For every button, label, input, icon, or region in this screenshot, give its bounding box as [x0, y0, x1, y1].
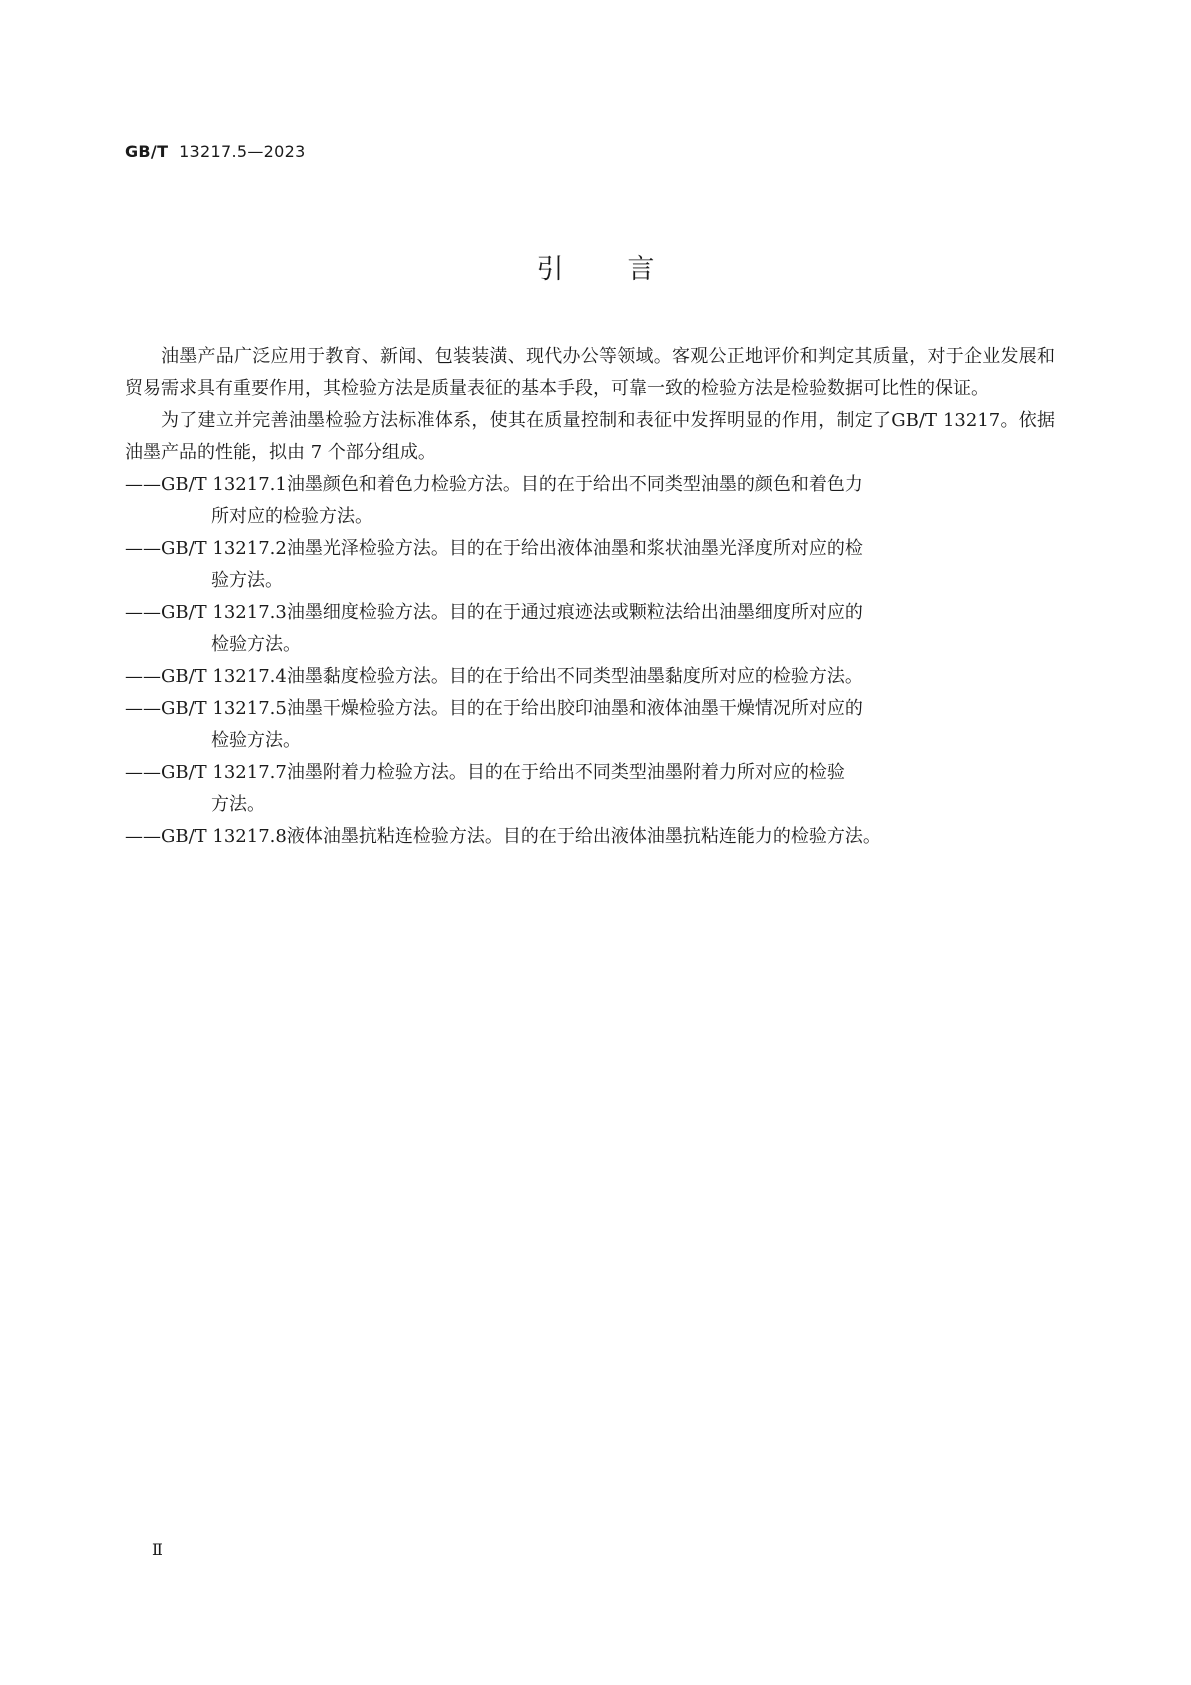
paragraph: 为了建立并完善油墨检验方法标准体系，使其在质量控制和表征中发挥明显的作用，制定了GB/T 13217。依据油墨产品的性能，拟由 7 个部分组成。: [125, 410, 1055, 463]
item-text-continued: 所对应的检验方法。: [211, 506, 373, 527]
header-std-number: 13217.5—2023: [179, 142, 306, 161]
item-text-continued: 验方法。: [211, 570, 283, 591]
page-title: 引言: [536, 254, 719, 285]
item-standard-number: GB/T 13217.2: [161, 538, 287, 559]
item-dash: ——: [125, 762, 161, 783]
item-standard-number: GB/T 13217.5: [161, 698, 287, 719]
item-text: 油墨干燥检验方法。目的在于给出胶印油墨和液体油墨干燥情况所对应的: [286, 698, 863, 719]
item-text-continued: 检验方法。: [211, 730, 301, 751]
item-standard-number: GB/T 13217.8: [161, 826, 287, 847]
item-dash: ——: [125, 666, 161, 687]
item-dash: ——: [125, 826, 161, 847]
item-dash: ——: [125, 698, 161, 719]
item-standard-number: GB/T 13217.4: [161, 666, 287, 687]
item-standard-number: GB/T 13217.3: [161, 602, 287, 623]
list-item: [125, 533, 1055, 597]
list-item: [125, 821, 1055, 853]
item-dash: ——: [125, 538, 161, 559]
introduction-body: [125, 341, 1055, 853]
page-number: Ⅱ: [152, 1540, 163, 1559]
item-text: 油墨光泽检验方法。目的在于给出液体油墨和浆状油墨光泽度所对应的检: [286, 538, 863, 559]
item-text: 油墨颜色和着色力检验方法。目的在于给出不同类型油墨的颜色和着色力: [286, 474, 863, 495]
item-text: 油墨细度检验方法。目的在于通过痕迹法或颗粒法给出油墨细度所对应的: [286, 602, 863, 623]
paragraph: 油墨产品广泛应用于教育、新闻、包装装潢、现代办公等领域。客观公正地评价和判定其质量，对于企业发展和贸易需求具有重要作用，其检验方法是质量表征的基本手段，可靠一致的检验方法是检验数据可比性的保证。: [125, 346, 1055, 399]
list-item: [125, 757, 1055, 821]
item-text-continued: 方法。: [211, 794, 265, 815]
header-std-prefix: GB/T: [125, 142, 169, 161]
list-item: [125, 661, 1055, 693]
item-text: 液体油墨抗粘连检验方法。目的在于给出液体油墨抗粘连能力的检验方法。: [286, 826, 881, 847]
item-text: 油墨黏度检验方法。目的在于给出不同类型油墨黏度所对应的检验方法。: [286, 666, 863, 687]
list-item: [125, 693, 1055, 757]
list-item: [125, 469, 1055, 533]
standard-header: [125, 142, 306, 161]
item-dash: ——: [125, 474, 161, 495]
item-dash: ——: [125, 602, 161, 623]
item-standard-number: GB/T 13217.1: [161, 474, 287, 495]
item-standard-number: GB/T 13217.7: [161, 762, 287, 783]
list-item: [125, 597, 1055, 661]
item-text: 油墨附着力检验方法。目的在于给出不同类型油墨附着力所对应的检验: [286, 762, 845, 783]
item-text-continued: 检验方法。: [211, 634, 301, 655]
